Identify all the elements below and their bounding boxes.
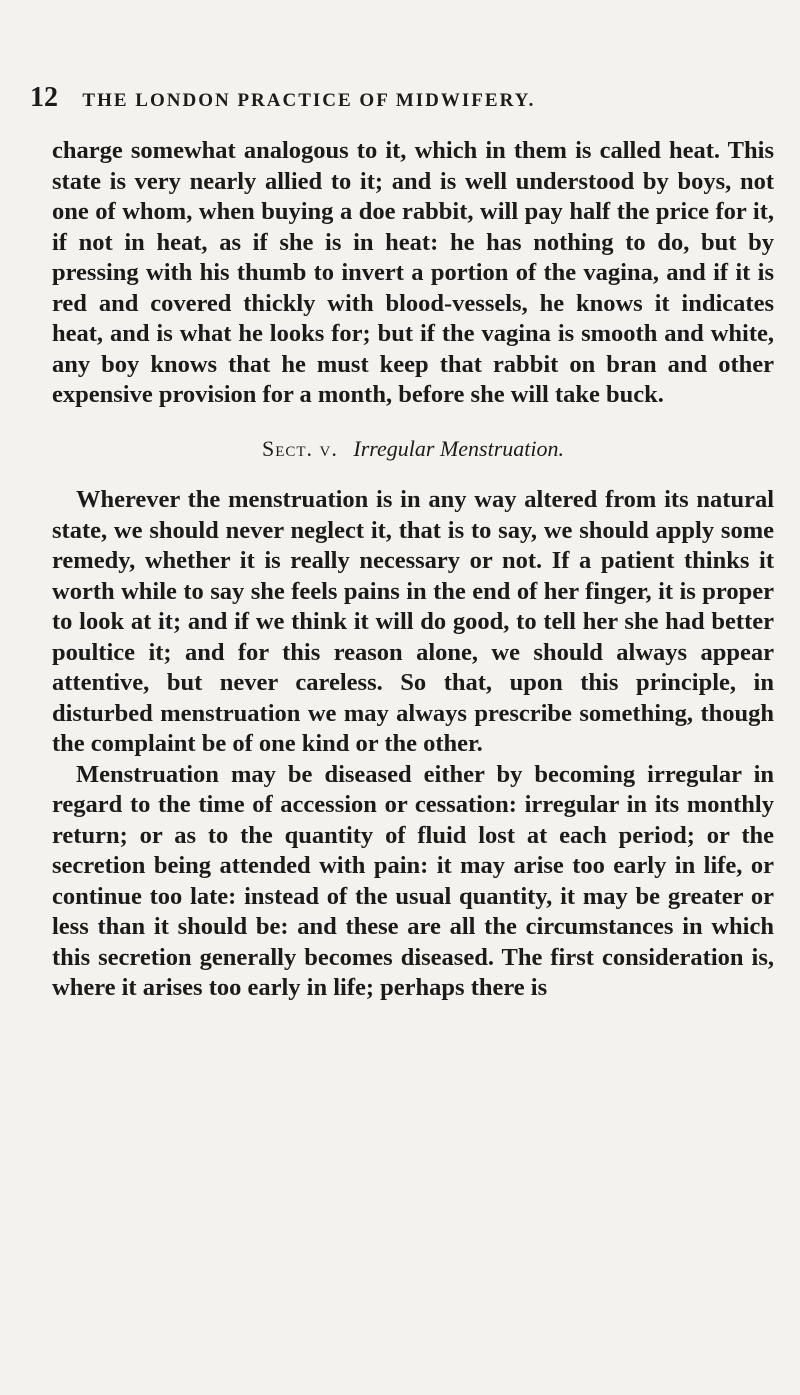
paragraph: Menstruation may be diseased either by becoming irregular in regard to the time of accession or cessation: irregular in its monthly return; or as to the quantity of fluid lost at each period; or the secretion being attended with pain: it may arise too early in life, or continue too late: instead of the usual quantity, it may be greater or less than it should be: and these are all the circumstances in which this secretion generally becomes diseased. The first consideration is, where it arises too early in life; perhaps there is — [52, 760, 774, 1001]
page-number: 12 — [30, 82, 58, 113]
page-body — [52, 136, 774, 1004]
running-header — [30, 82, 790, 114]
running-title: THE LONDON PRACTICE OF MIDWIFERY. — [82, 90, 536, 111]
section-label: Sect. v. — [261, 435, 338, 461]
paragraph-continued: charge somewhat analogous to it, which in them is called heat. This state is very nearly allied to it; and is well understood by boys, not one of whom, when buying a doe rabbit, will pay half the price for it, if not in heat, as if she is in heat: he has nothing to do, but by pressing with his thumb to invert a portion of the vagina, and if it is red and covered thickly with blood-vessels, he knows it indicates heat, and is what he looks for; but if the vagina is smooth and white, any boy knows that he must keep that rabbit on bran and other expensive provision for a month, before she will take buck. — [52, 137, 774, 408]
paragraph: Wherever the menstruation is in any way altered from its natural state, we should never neglect it, that is to say, we should apply some remedy, whether it is really necessary or not. If a patient thinks it worth while to say she feels pains in the end of her finger, it is proper to look at it; and if we think it will do good, to tell her she had better poultice it; and for this reason alone, we should always appear attentive, but never careless. So that, upon this principle, in disturbed menstruation we may always prescribe something, though the complaint be of one kind or the other. — [52, 486, 774, 757]
section-heading — [52, 434, 774, 465]
section-title: Irregular Menstruation. — [353, 435, 565, 461]
